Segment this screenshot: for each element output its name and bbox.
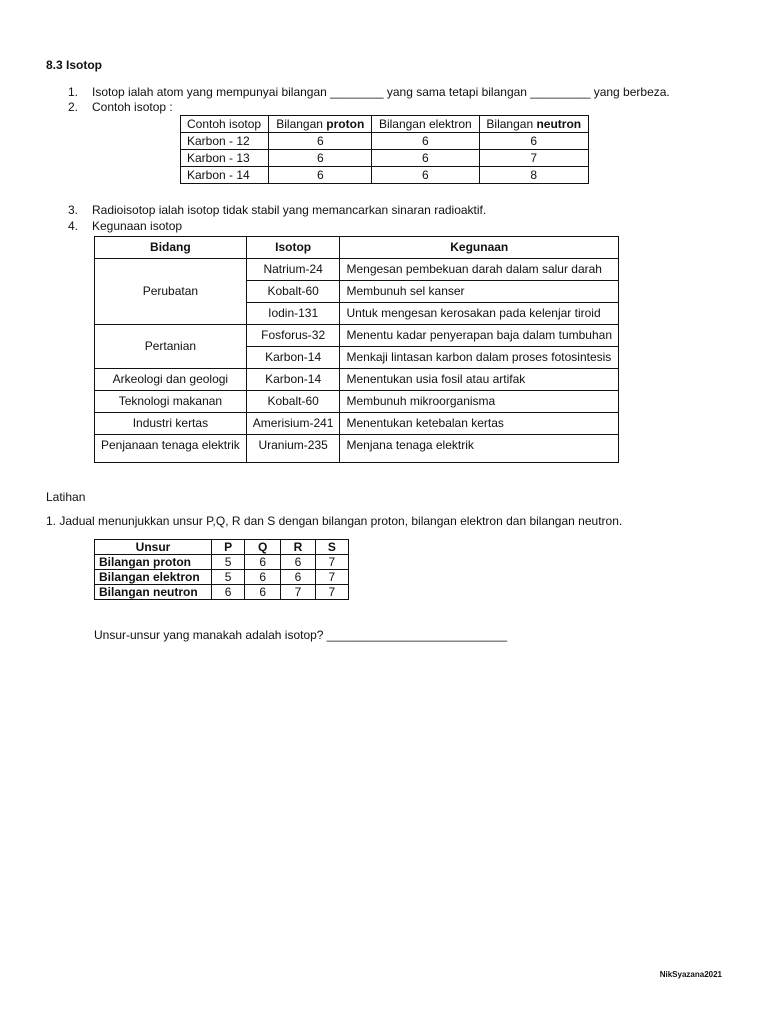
header-cell: S bbox=[315, 540, 348, 555]
question-1: 1. Jadual menunjukkan unsur P,Q, R dan S dengan bilangan proton, bilangan elektron dan bilangan neutron. bbox=[46, 514, 623, 528]
header-cell bbox=[269, 116, 372, 133]
table-row bbox=[95, 435, 619, 463]
table-cell: 7 bbox=[479, 150, 588, 167]
table-header-row bbox=[95, 540, 349, 555]
table-cell: 6 bbox=[245, 570, 281, 585]
header-cell: Unsur bbox=[95, 540, 212, 555]
table-cell: 6 bbox=[269, 167, 372, 184]
row-label: Bilangan neutron bbox=[95, 585, 212, 600]
item-4-text: Kegunaan isotop bbox=[92, 219, 183, 233]
section-title: 8.3 Isotop bbox=[46, 58, 103, 72]
table-cell: 6 bbox=[479, 133, 588, 150]
isotope-example-table bbox=[180, 115, 589, 184]
isotope-cell: Iodin-131 bbox=[246, 303, 340, 325]
header-cell bbox=[479, 116, 588, 133]
item-3 bbox=[68, 202, 486, 218]
header-cell: Kegunaan bbox=[340, 237, 619, 259]
table-cell: 6 bbox=[281, 570, 316, 585]
item-4-number: 4. bbox=[68, 219, 79, 233]
isotope-cell: Kobalt-60 bbox=[246, 391, 340, 413]
isotope-uses-table bbox=[94, 236, 619, 463]
table-row bbox=[95, 413, 619, 435]
table-row bbox=[95, 555, 349, 570]
field-cell: Perubatan bbox=[95, 259, 247, 325]
field-cell: Arkeologi dan geologi bbox=[95, 369, 247, 391]
table-row bbox=[95, 585, 349, 600]
item-1-number: 1. bbox=[68, 85, 79, 99]
use-cell: Menjana tenaga elektrik bbox=[340, 435, 619, 463]
use-cell: Membunuh sel kanser bbox=[340, 281, 619, 303]
exercise-heading: Latihan bbox=[46, 490, 86, 504]
table-cell: 6 bbox=[269, 133, 372, 150]
table-row bbox=[95, 369, 619, 391]
item-3-number: 3. bbox=[68, 203, 79, 217]
header-cell: Contoh isotop bbox=[181, 116, 269, 133]
isotope-cell: Natrium-24 bbox=[246, 259, 340, 281]
use-cell: Menentu kadar penyerapan baja dalam tumbuhan bbox=[340, 325, 619, 347]
table-cell: 5 bbox=[212, 555, 245, 570]
header-text: Bilangan bbox=[486, 116, 537, 131]
item-1 bbox=[68, 84, 670, 100]
use-cell: Membunuh mikroorganisma bbox=[340, 391, 619, 413]
isotope-cell: Fosforus-32 bbox=[246, 325, 340, 347]
item-2-number: 2. bbox=[68, 100, 79, 114]
table-row bbox=[95, 570, 349, 585]
field-cell: Industri kertas bbox=[95, 413, 247, 435]
table-cell: 6 bbox=[372, 133, 479, 150]
item-4 bbox=[68, 218, 182, 234]
table-row bbox=[95, 259, 619, 281]
table-cell: 6 bbox=[372, 150, 479, 167]
use-cell: Menentukan ketebalan kertas bbox=[340, 413, 619, 435]
item-2 bbox=[68, 99, 173, 115]
isotope-cell: Karbon-14 bbox=[246, 369, 340, 391]
table-cell: Karbon - 14 bbox=[181, 167, 269, 184]
isotope-cell: Kobalt-60 bbox=[246, 281, 340, 303]
field-cell: Penjanaan tenaga elektrik bbox=[95, 435, 247, 463]
field-cell: Pertanian bbox=[95, 325, 247, 369]
header-cell: R bbox=[281, 540, 316, 555]
table-cell: 7 bbox=[315, 585, 348, 600]
table-cell: 7 bbox=[315, 555, 348, 570]
table-cell: 6 bbox=[245, 585, 281, 600]
isotope-cell: Amerisium-241 bbox=[246, 413, 340, 435]
table-cell: 6 bbox=[245, 555, 281, 570]
table-row bbox=[95, 325, 619, 347]
table-cell: 6 bbox=[372, 167, 479, 184]
author-footer: NikSyazana2021 bbox=[659, 970, 722, 979]
table-cell: 8 bbox=[479, 167, 588, 184]
header-cell: Bidang bbox=[95, 237, 247, 259]
row-label: Bilangan proton bbox=[95, 555, 212, 570]
row-label: Bilangan elektron bbox=[95, 570, 212, 585]
question-prompt: Unsur-unsur yang manakah adalah isotop? ___________________________ bbox=[94, 628, 508, 642]
table-cell: 7 bbox=[315, 570, 348, 585]
table-cell: 6 bbox=[281, 555, 316, 570]
table-cell: 7 bbox=[281, 585, 316, 600]
table-row bbox=[95, 391, 619, 413]
isotope-cell: Karbon-14 bbox=[246, 347, 340, 369]
table-cell: 6 bbox=[212, 585, 245, 600]
table-cell: Karbon - 12 bbox=[181, 133, 269, 150]
use-cell: Mengesan pembekuan darah dalam salur darah bbox=[340, 259, 619, 281]
use-cell: Menentukan usia fosil atau artifak bbox=[340, 369, 619, 391]
header-cell: Q bbox=[245, 540, 281, 555]
element-table bbox=[94, 539, 349, 600]
item-3-text: Radioisotop ialah isotop tidak stabil yang memancarkan sinaran radioaktif. bbox=[92, 203, 487, 217]
table-row bbox=[181, 167, 589, 184]
item-2-text: Contoh isotop : bbox=[92, 100, 173, 114]
use-cell: Menkaji lintasan karbon dalam proses fotosintesis bbox=[340, 347, 619, 369]
header-cell: Isotop bbox=[246, 237, 340, 259]
table-row bbox=[181, 133, 589, 150]
header-cell: Bilangan elektron bbox=[372, 116, 479, 133]
isotope-cell: Uranium-235 bbox=[246, 435, 340, 463]
table-cell: 6 bbox=[269, 150, 372, 167]
header-text-bold: neutron bbox=[536, 116, 582, 131]
use-cell: Untuk mengesan kerosakan pada kelenjar tiroid bbox=[340, 303, 619, 325]
table-header-row bbox=[181, 116, 589, 133]
item-1-text: Isotop ialah atom yang mempunyai bilangan ________ yang sama tetapi bilangan _________ yang berbeza. bbox=[92, 85, 670, 99]
header-cell: P bbox=[212, 540, 245, 555]
table-header-row bbox=[95, 237, 619, 259]
header-text-bold: proton bbox=[326, 116, 365, 131]
header-text: Bilangan bbox=[276, 116, 327, 131]
table-cell: Karbon - 13 bbox=[181, 150, 269, 167]
table-row bbox=[181, 150, 589, 167]
field-cell: Teknologi makanan bbox=[95, 391, 247, 413]
table-cell: 5 bbox=[212, 570, 245, 585]
